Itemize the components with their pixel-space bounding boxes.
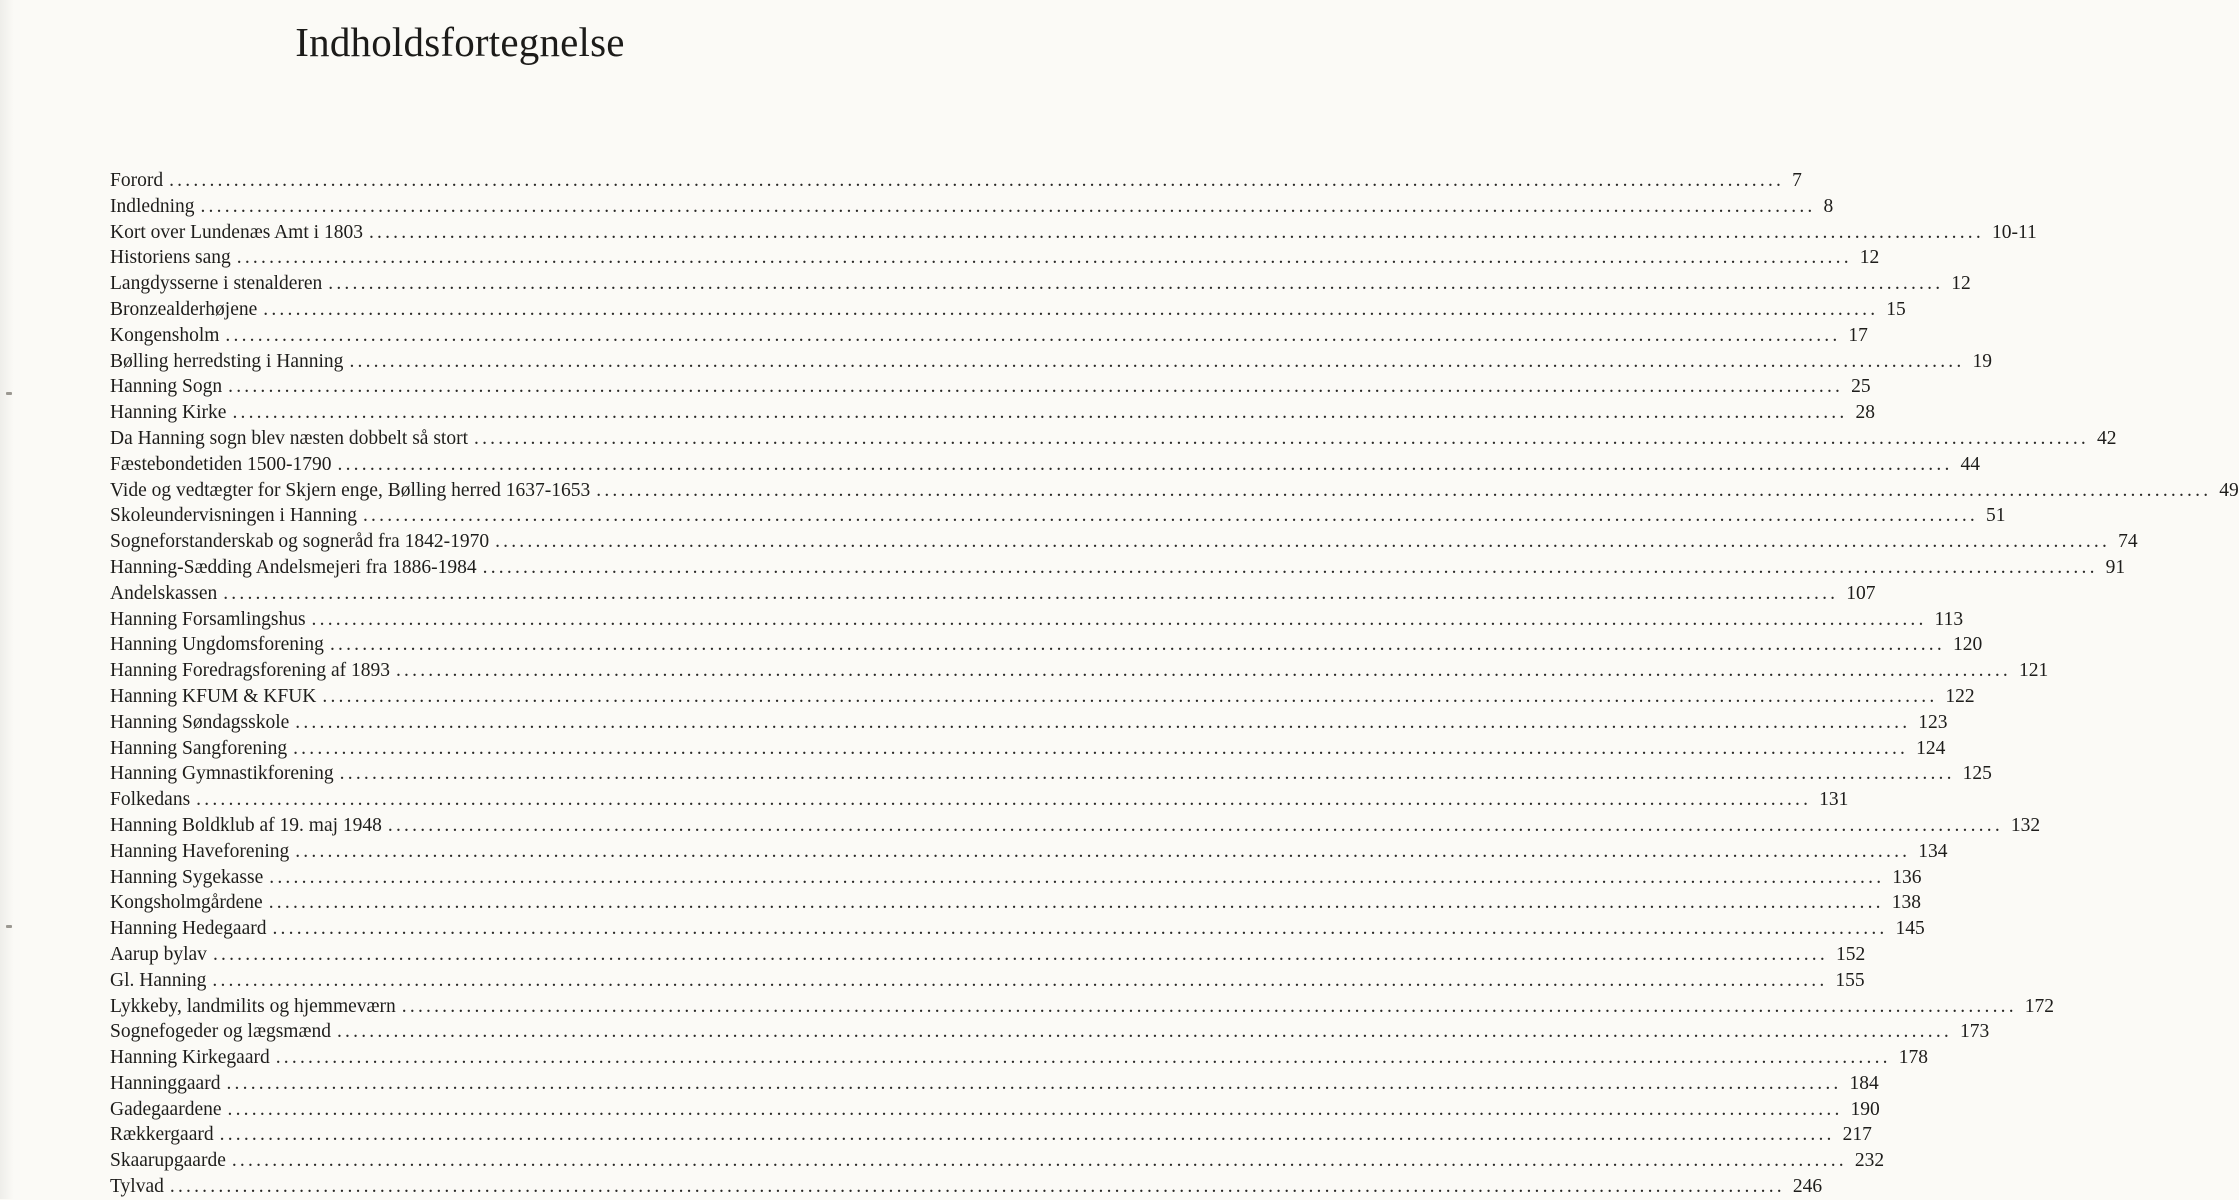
toc-entry-title: Hanning Foredragsforening af 1893: [110, 660, 390, 682]
dot-leader: ........................................................................................................................................................................................................: [223, 582, 1839, 604]
toc-entry: [110, 1174, 1823, 1200]
toc-entry: [110, 1045, 1928, 1071]
toc-entry-title: Hanning Søndagsskole: [110, 711, 290, 733]
toc-entry-title: Hanning-Sædding Andelsmejeri fra 1886-1984: [110, 556, 477, 578]
toc-entry-title: Skaarupgaarde: [110, 1150, 226, 1172]
toc-entry: [110, 555, 2126, 581]
toc-entry: [110, 400, 1875, 426]
dot-leader: ........................................................................................................................................................................................................: [272, 918, 1888, 940]
dot-leader: ........................................................................................................................................................................................................: [349, 350, 1965, 372]
toc-entry: [110, 529, 2138, 555]
toc-entry: [110, 323, 1868, 349]
toc-entry-page: 125: [1962, 763, 1992, 785]
toc-entry: [110, 839, 1948, 865]
toc-entry-title: Kongensholm: [110, 324, 220, 346]
toc-entry: [110, 581, 1876, 607]
toc-entry: [110, 503, 2006, 529]
toc-entry-page: 172: [2024, 995, 2055, 1017]
toc-entry: [110, 632, 1983, 658]
toc-entry-title: Hanninggaard: [110, 1072, 221, 1094]
dot-leader: ........................................................................................................................................................................................................: [293, 737, 1909, 759]
toc-entry-page: 42: [2097, 427, 2117, 449]
toc-entry-page: 184: [1849, 1072, 1879, 1094]
toc-entry-title: Andelskassen: [110, 582, 218, 604]
toc-entry: [110, 194, 1834, 220]
dot-leader: ........................................................................................................................................................................................................: [387, 814, 2003, 836]
toc-entry-page: 107: [1846, 582, 1876, 604]
toc-entry-page: 91: [2105, 556, 2126, 578]
toc-entry-title: Hanning Ungdomsforening: [110, 634, 324, 656]
toc-entry-page: 51: [1985, 505, 2006, 527]
toc-entry-title: Gadegaardene: [110, 1098, 222, 1120]
toc-entry-title: Hanning Sangforening: [110, 737, 288, 759]
toc-entry-title: Skoleundervisningen i Hanning: [110, 505, 357, 527]
toc-entry-title: Hanning Sogn: [110, 376, 223, 398]
toc-entry-title: Bronzealderhøjene: [110, 298, 258, 320]
toc-entry-page: 49: [2219, 479, 2239, 501]
toc-entry-page: 124: [1916, 737, 1946, 759]
toc-entry-title: Hanning KFUM & KFUK: [110, 685, 317, 707]
toc-entry: [110, 1122, 1872, 1148]
dot-leader: ........................................................................................................................................................................................................: [268, 892, 1884, 914]
toc-entry-title: Hanning Kirke: [110, 402, 227, 424]
dot-leader: ........................................................................................................................................................................................................: [275, 1047, 1891, 1069]
toc-entry-page: 155: [1835, 969, 1865, 991]
toc-entry-title: Sogneforstanderskab og sogneråd fra 1842-1970: [110, 531, 490, 553]
dot-leader: ........................................................................................................................................................................................................: [339, 763, 1955, 785]
toc-entry-page: 8: [1823, 195, 1834, 217]
toc-entry-page: 178: [1898, 1047, 1928, 1069]
toc-entry: [110, 349, 1992, 375]
dot-leader: ........................................................................................................................................................................................................: [395, 660, 2011, 682]
toc-entry-title: Kort over Lundenæs Amt i 1803: [110, 221, 363, 243]
toc-entry: [110, 478, 2239, 504]
toc-entry-title: Hanning Haveforening: [110, 840, 290, 862]
toc-entry-title: Folkedans: [110, 789, 191, 811]
toc-entry-page: 113: [1934, 608, 1964, 630]
toc-entry-page: 173: [1959, 1021, 1990, 1043]
dot-leader: ........................................................................................................................................................................................................: [474, 427, 2089, 449]
toc-entry: [110, 994, 2055, 1020]
dot-leader: ........................................................................................................................................................................................................: [212, 943, 1828, 965]
toc-entry-page: 12: [1951, 273, 1971, 295]
toc-entry: [110, 813, 2041, 839]
toc-entry: [110, 761, 1992, 787]
toc-entry-page: 138: [1891, 892, 1921, 914]
dot-leader: ........................................................................................................................................................................................................: [495, 531, 2111, 553]
toc-entry-title: Forord: [110, 170, 164, 191]
dot-leader: ........................................................................................................................................................................................................: [196, 789, 1812, 811]
toc-entry: [110, 684, 1975, 710]
dot-leader: ........................................................................................................................................................................................................: [263, 298, 1879, 320]
dot-leader: ........................................................................................................................................................................................................: [328, 273, 1944, 295]
toc-entry-page: 7: [1792, 170, 1802, 191]
dot-leader: ........................................................................................................................................................................................................: [226, 1072, 1842, 1094]
toc-entry: [110, 426, 2117, 452]
dot-leader: ........................................................................................................................................................................................................: [219, 1124, 1835, 1146]
toc-entry-title: Hanning Gymnastikforening: [110, 763, 334, 785]
toc-entry-page: 25: [1851, 376, 1871, 398]
toc-entry-page: 28: [1855, 402, 1875, 424]
toc-entry: [110, 271, 1971, 297]
toc-entry: [110, 220, 2037, 246]
toc-entry-page: 44: [1960, 453, 1981, 475]
dot-leader: ........................................................................................................................................................................................................: [322, 685, 1938, 707]
toc-entry-title: Hanning Hedegaard: [110, 918, 267, 940]
dot-leader: ........................................................................................................................................................................................................: [231, 1150, 1847, 1172]
toc-entry: [110, 736, 1946, 762]
toc-entry-page: 145: [1895, 918, 1925, 940]
dot-leader: ........................................................................................................................................................................................................: [337, 453, 1953, 475]
toc-entry: [110, 1148, 1885, 1174]
toc-entry-page: 12: [1859, 247, 1880, 269]
dot-leader: ........................................................................................................................................................................................................: [169, 1176, 1785, 1198]
toc-entry-page: 10-11: [1991, 221, 2037, 243]
dot-leader: ........................................................................................................................................................................................................: [236, 247, 1852, 269]
toc-entry-title: Indledning: [110, 195, 195, 217]
dot-leader: ........................................................................................................................................................................................................: [295, 840, 1911, 862]
toc-entry: [110, 1097, 1880, 1123]
toc-entry-title: Hanning Boldklub af 19. maj 1948: [110, 814, 382, 836]
toc-entry-title: Bølling herredsting i Hanning: [110, 350, 344, 372]
toc-entry-page: 134: [1918, 840, 1948, 862]
toc-entry: [110, 607, 1964, 633]
dot-leader: ........................................................................................................................................................................................................: [228, 376, 1844, 398]
toc-entry-page: 15: [1886, 298, 1906, 320]
toc-entry: [110, 710, 1948, 736]
toc-entry-title: Gl. Hanning: [110, 969, 207, 991]
toc-entry: [110, 1019, 1990, 1045]
toc-entry-page: 74: [2118, 531, 2138, 553]
toc-entry-title: Tylvad: [110, 1176, 164, 1198]
toc-entry: [110, 890, 1921, 916]
toc-entry: [110, 787, 1849, 813]
dot-leader: ........................................................................................................................................................................................................: [269, 866, 1885, 888]
toc-entry: [110, 452, 1981, 478]
toc-entry-page: 131: [1819, 789, 1849, 811]
toc-entry-title: Lykkeby, landmilits og hjemmeværn: [110, 995, 396, 1017]
dot-leader: ........................................................................................................................................................................................................: [227, 1098, 1843, 1120]
toc-entry-title: Aarup bylav: [110, 943, 207, 965]
toc-entry-title: Hanning Forsamlingshus: [110, 608, 306, 630]
toc-entry: [110, 168, 1802, 194]
toc-entry-page: 217: [1842, 1124, 1872, 1146]
toc-entry-page: 17: [1848, 324, 1868, 346]
dot-leader: ........................................................................................................................................................................................................: [311, 608, 1927, 630]
toc-entry: [110, 297, 1906, 323]
toc-entry-title: Hanning Kirkegaard: [110, 1047, 270, 1069]
toc-entry-title: Hanning Sygekasse: [110, 866, 264, 888]
toc-entry: [110, 658, 2049, 684]
dot-leader: ........................................................................................................................................................................................................: [368, 221, 1984, 243]
toc-entry: [110, 1071, 1879, 1097]
dot-leader: ........................................................................................................................................................................................................: [232, 402, 1848, 424]
toc-entry: [110, 374, 1871, 400]
toc-entry-title: Vide og vedtægter for Skjern enge, Bølling herred 1637-1653: [110, 479, 591, 501]
dot-leader: ........................................................................................................................................................................................................: [596, 479, 2212, 501]
dot-leader: ........................................................................................................................................................................................................: [336, 1021, 1952, 1043]
toc-entry-title: Fæstebondetiden 1500-1790: [110, 453, 332, 475]
toc-entry-title: Kongsholmgårdene: [110, 892, 263, 914]
toc-entry-page: 120: [1952, 634, 1983, 656]
toc-entry-page: 246: [1792, 1176, 1823, 1198]
toc-entry-title: Historiens sang: [110, 247, 231, 269]
toc-entry-page: 19: [1972, 350, 1992, 372]
binding-mark: [6, 925, 12, 928]
dot-leader: ........................................................................................................................................................................................................: [295, 711, 1911, 733]
dot-leader: ........................................................................................................................................................................................................: [200, 195, 1816, 217]
toc-entry-title: Rækkergaard: [110, 1124, 214, 1146]
dot-leader: ........................................................................................................................................................................................................: [225, 324, 1841, 346]
toc-entry-page: 122: [1945, 685, 1975, 707]
table-of-contents: [110, 168, 2239, 1200]
toc-entry-title: Da Hanning sogn blev næsten dobbelt så stort: [110, 427, 468, 449]
toc-entry: [110, 245, 1880, 271]
dot-leader: ........................................................................................................................................................................................................: [362, 505, 1978, 527]
toc-entry-page: 132: [2010, 814, 2041, 836]
dot-leader: ........................................................................................................................................................................................................: [169, 170, 1785, 191]
toc-entry-title: Sognefogeder og lægsmænd: [110, 1021, 331, 1043]
page-title: Indholdsfortegnelse: [295, 19, 625, 65]
toc-entry-page: 190: [1850, 1098, 1880, 1120]
toc-entry-title: Langdysserne i stenalderen: [110, 273, 323, 295]
toc-entry: [110, 942, 1866, 968]
toc-entry: [110, 968, 1865, 994]
toc-entry-page: 121: [2018, 660, 2049, 682]
toc-entry: [110, 916, 1925, 942]
dot-leader: ........................................................................................................................................................................................................: [329, 634, 1945, 656]
dot-leader: ........................................................................................................................................................................................................: [401, 995, 2017, 1017]
toc-entry-page: 232: [1854, 1150, 1885, 1172]
toc-entry-page: 123: [1918, 711, 1948, 733]
dot-leader: ........................................................................................................................................................................................................: [482, 556, 2098, 578]
binding-mark: [6, 392, 12, 395]
toc-entry-page: 152: [1835, 943, 1866, 965]
toc-entry: [110, 865, 1922, 891]
toc-entry-page: 136: [1892, 866, 1922, 888]
dot-leader: ........................................................................................................................................................................................................: [212, 969, 1828, 991]
